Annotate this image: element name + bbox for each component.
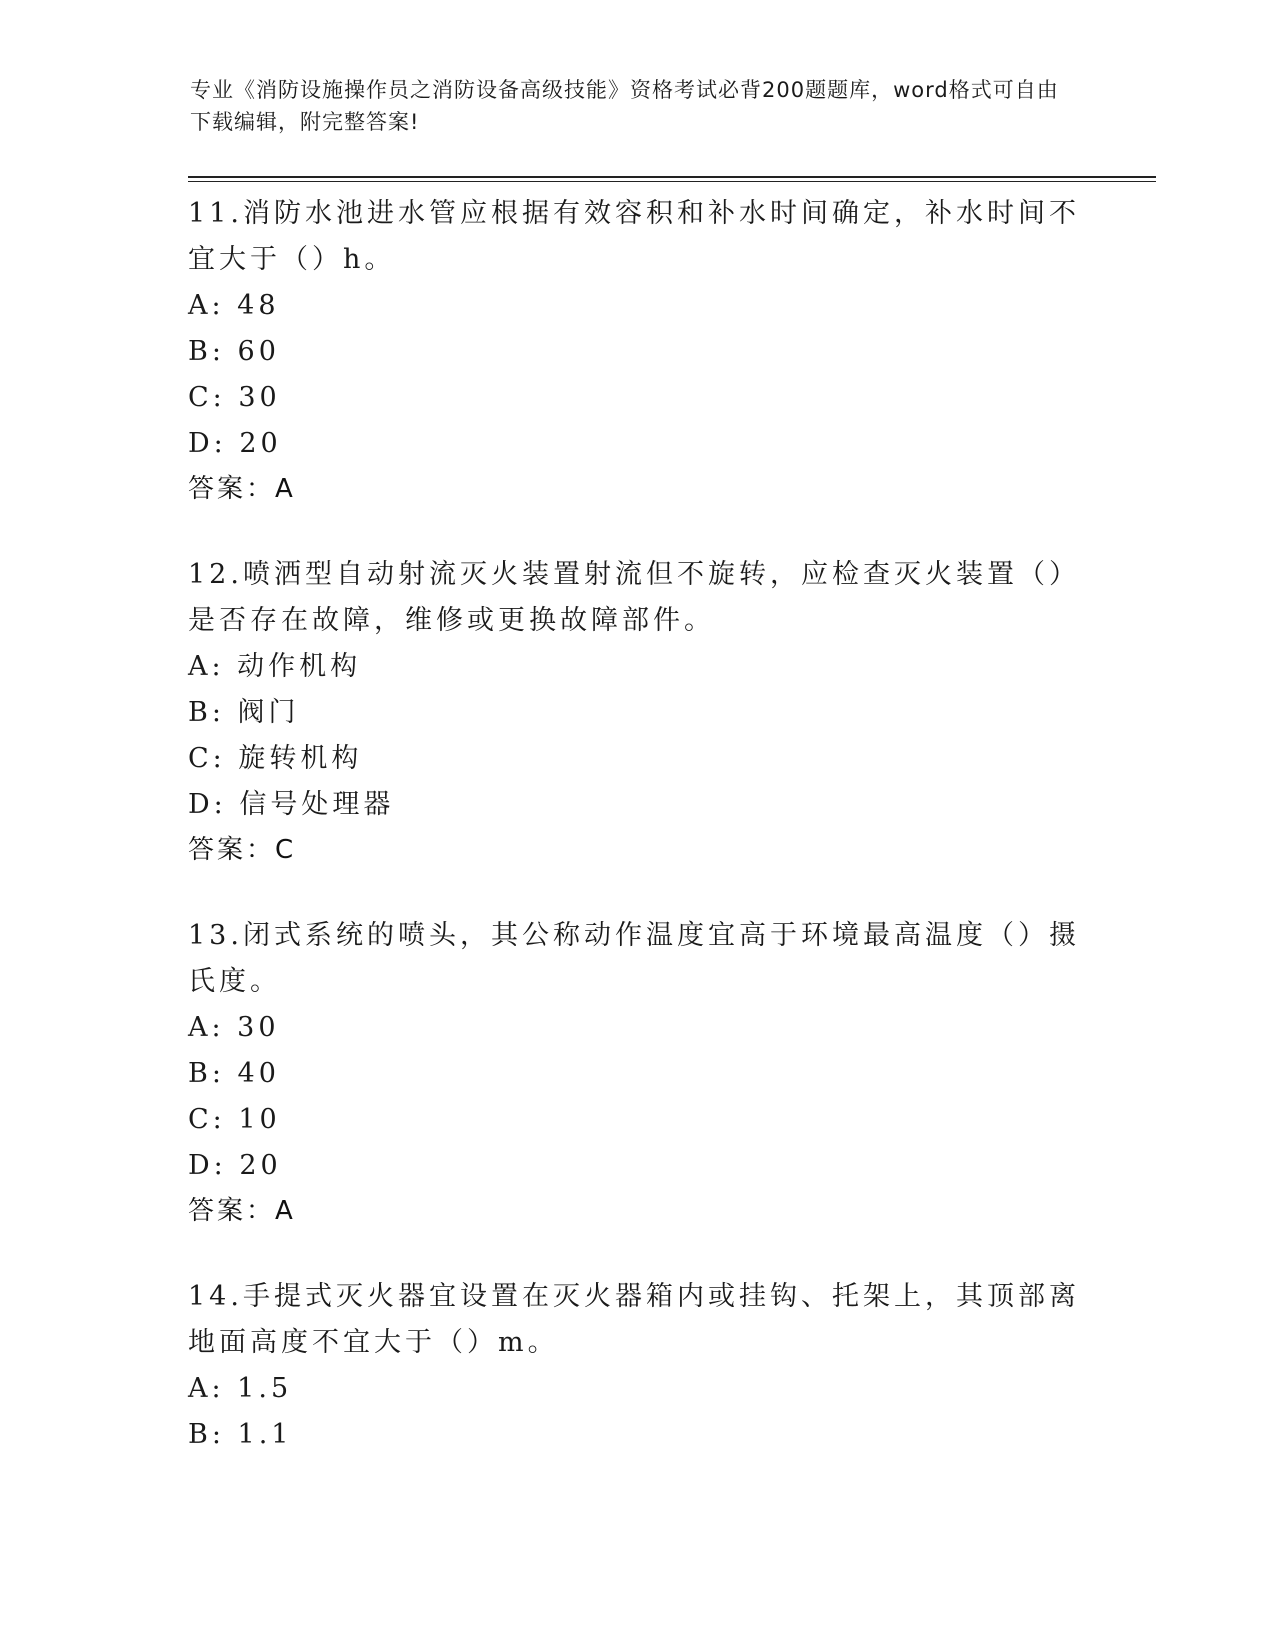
option-b: B: 1.1 xyxy=(188,1419,293,1450)
option-a: A: 1.5 xyxy=(188,1373,293,1404)
answer-line: 答案：A xyxy=(188,1196,296,1226)
header-divider-thick xyxy=(188,176,1156,178)
option-b: B: 60 xyxy=(188,336,280,367)
question-12 xyxy=(188,552,1088,872)
question-13 xyxy=(188,913,1088,1233)
header-divider-thin xyxy=(188,181,1156,182)
option-a: A: 30 xyxy=(188,1012,280,1043)
option-d: D: 20 xyxy=(188,1150,282,1181)
option-c: C: 旋转机构 xyxy=(188,743,363,774)
option-c: C: 30 xyxy=(188,382,281,413)
option-d: D: 信号处理器 xyxy=(188,789,395,820)
document-title: 专业《消防设施操作员之消防设备高级技能》资格考试必背200题题库，word格式可自由下载编辑，附完整答案! xyxy=(190,78,1059,134)
question-stem: 13.闭式系统的喷头，其公称动作温度宜高于环境最高温度（）摄氏度。 xyxy=(188,920,1080,997)
question-stem: 14.手提式灭火器宜设置在灭火器箱内或挂钩、托架上，其顶部离地面高度不宜大于（）m。 xyxy=(188,1281,1080,1358)
option-c: C: 10 xyxy=(188,1104,281,1135)
question-stem: 12.喷洒型自动射流灭火装置射流但不旋转，应检查灭火装置（）是否存在故障，维修或更换故障部件。 xyxy=(188,559,1080,636)
option-a: A: 48 xyxy=(188,290,280,321)
option-b: B: 40 xyxy=(188,1058,280,1089)
question-list xyxy=(188,191,1088,1499)
option-a: A: 动作机构 xyxy=(188,651,362,682)
question-11 xyxy=(188,191,1088,511)
option-b: B: 阀门 xyxy=(188,697,300,728)
answer-line: 答案：C xyxy=(188,835,297,865)
question-stem: 11.消防水池进水管应根据有效容积和补水时间确定，补水时间不宜大于（）h。 xyxy=(188,198,1080,275)
question-14 xyxy=(188,1274,1088,1458)
option-d: D: 20 xyxy=(188,428,282,459)
answer-line: 答案：A xyxy=(188,474,296,504)
